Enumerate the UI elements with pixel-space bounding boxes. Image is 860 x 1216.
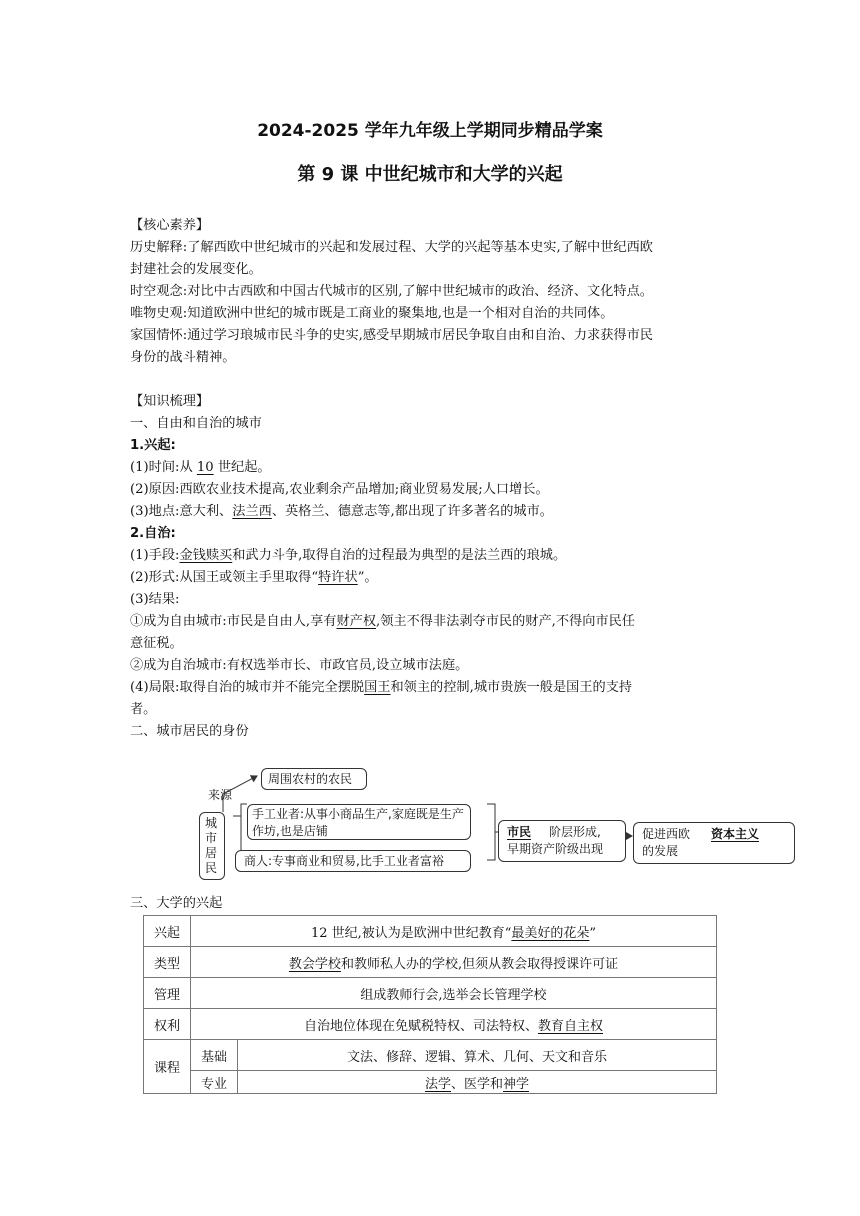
blank-answer: 特许状 bbox=[318, 570, 358, 585]
row-header: 管理 bbox=[144, 978, 191, 1009]
university-table bbox=[143, 915, 717, 1094]
farmers-box: 周围农村的农民 bbox=[261, 768, 367, 790]
blank-answer: 国王 bbox=[364, 680, 391, 695]
source-label: 来源 bbox=[208, 788, 233, 802]
core-line-6: 身份的战斗精神。 bbox=[130, 350, 236, 365]
rise-heading: 1.兴起: bbox=[130, 438, 176, 453]
row-value: 教会学校和教师私人办的学校,但须从教会取得授课许可证 bbox=[191, 947, 717, 978]
blank-answer: 财产权 bbox=[336, 614, 377, 629]
autonomy-means: (1)手段:金钱赎买和武力斗争,取得自治的过程最为典型的是法兰西的琅城。 bbox=[130, 548, 567, 563]
blank-answer: 金钱赎买 bbox=[179, 548, 233, 563]
residents-diagram bbox=[195, 764, 795, 884]
blank-answer: 法兰西 bbox=[232, 504, 272, 519]
table-row bbox=[144, 947, 717, 978]
row-value: 组成教师行会,选举会长管理学校 bbox=[191, 978, 717, 1009]
rise-reason: (2)原因:西欧农业技术提高,农业剩余产品增加;商业贸易发展;人口增长。 bbox=[130, 482, 549, 497]
row-value: 自治地位体现在免赋税特权、司法特权、教育自主权 bbox=[191, 1009, 717, 1040]
rise-place: (3)地点:意大利、法兰西、英格兰、德意志等,都出现了许多著名的城市。 bbox=[130, 504, 553, 519]
document-title: 2024-2025 学年九年级上学期同步精品学案 bbox=[257, 121, 603, 141]
rise-time: (1)时间:从 10 世纪起。 bbox=[130, 460, 271, 475]
row-value: 12 世纪,被认为是欧洲中世纪教育“最美好的花朵” bbox=[191, 916, 717, 947]
blank-answer: 10 bbox=[196, 460, 214, 475]
lesson-title: 第 9 课 中世纪城市和大学的兴起 bbox=[297, 164, 563, 185]
autonomy-limit: (4)局限:取得自治的城市并不能完全摆脱国王和领主的控制,城市贵族一般是国王的支持 bbox=[130, 680, 633, 695]
core-heading: 【核心素养】 bbox=[130, 218, 210, 233]
row-value: 法学、医学和神学 bbox=[238, 1071, 717, 1094]
row-header: 类型 bbox=[144, 947, 191, 978]
row-header: 权利 bbox=[144, 1009, 191, 1040]
table-row bbox=[144, 1071, 717, 1094]
craftsmen-box: 手工业者:从事小商品生产,家庭既是生产作坊,也是店铺 bbox=[247, 804, 471, 840]
result-free-city-cont: 意征税。 bbox=[130, 636, 183, 651]
row-header: 课程 bbox=[144, 1040, 191, 1094]
merchants-box: 商人:专事商业和贸易,比手工业者富裕 bbox=[235, 850, 471, 872]
autonomy-limit-cont: 者。 bbox=[130, 702, 157, 717]
core-line-3: 时空观念:对比中古西欧和中国古代城市的区别,了解中世纪城市的政治、经济、文化特点。 bbox=[130, 284, 653, 299]
document-body bbox=[130, 215, 735, 743]
promote-box: 促进西欧 资本主义 的发展 bbox=[633, 822, 795, 864]
core-line-2: 封建社会的发展变化。 bbox=[130, 262, 262, 277]
capitalism-answer: 资本主义 bbox=[711, 827, 760, 841]
row-header: 兴起 bbox=[144, 916, 191, 947]
table-row bbox=[144, 978, 717, 1009]
citizen-box: 市民 阶层形成, 早期资产阶级出现 bbox=[498, 820, 626, 862]
autonomy-form: (2)形式:从国王或领主手里取得“特许状”。 bbox=[130, 570, 378, 585]
citizen-answer: 市民 bbox=[507, 825, 532, 839]
table-row bbox=[144, 1040, 717, 1071]
residents-box: 城市居民 bbox=[199, 812, 225, 880]
knowledge-heading: 【知识梳理】 bbox=[130, 394, 210, 409]
autonomy-result: (3)结果: bbox=[130, 592, 180, 607]
core-line-1: 历史解释:了解西欧中世纪城市的兴起和发展过程、大学的兴起等基本史实,了解中世纪西欧 bbox=[130, 240, 653, 255]
section-1-heading: 一、自由和自治的城市 bbox=[130, 416, 262, 431]
autonomy-heading: 2.自治: bbox=[130, 526, 176, 541]
section-3-heading: 三、大学的兴起 bbox=[130, 896, 223, 911]
sub-header: 专业 bbox=[191, 1071, 238, 1094]
result-free-city: ①成为自由城市:市民是自由人,享有财产权,领主不得非法剥夺市民的财产,不得向市民任 bbox=[130, 614, 635, 629]
sub-header: 基础 bbox=[191, 1040, 238, 1071]
table-row bbox=[144, 916, 717, 947]
row-value: 文法、修辞、逻辑、算术、几何、天文和音乐 bbox=[238, 1040, 717, 1071]
section-3-block bbox=[130, 893, 735, 915]
section-2-heading: 二、城市居民的身份 bbox=[130, 724, 249, 739]
core-line-5: 家国情怀:通过学习琅城市民斗争的史实,感受早期城市居民争取自由和自治、力求获得市民 bbox=[130, 328, 653, 343]
table-row bbox=[144, 1009, 717, 1040]
core-line-4: 唯物史观:知道欧洲中世纪的城市既是工商业的聚集地,也是一个相对自治的共同体。 bbox=[130, 306, 614, 321]
result-self-gov: ②成为自治城市:有权选举市长、市政官员,设立城市法庭。 bbox=[130, 658, 469, 673]
